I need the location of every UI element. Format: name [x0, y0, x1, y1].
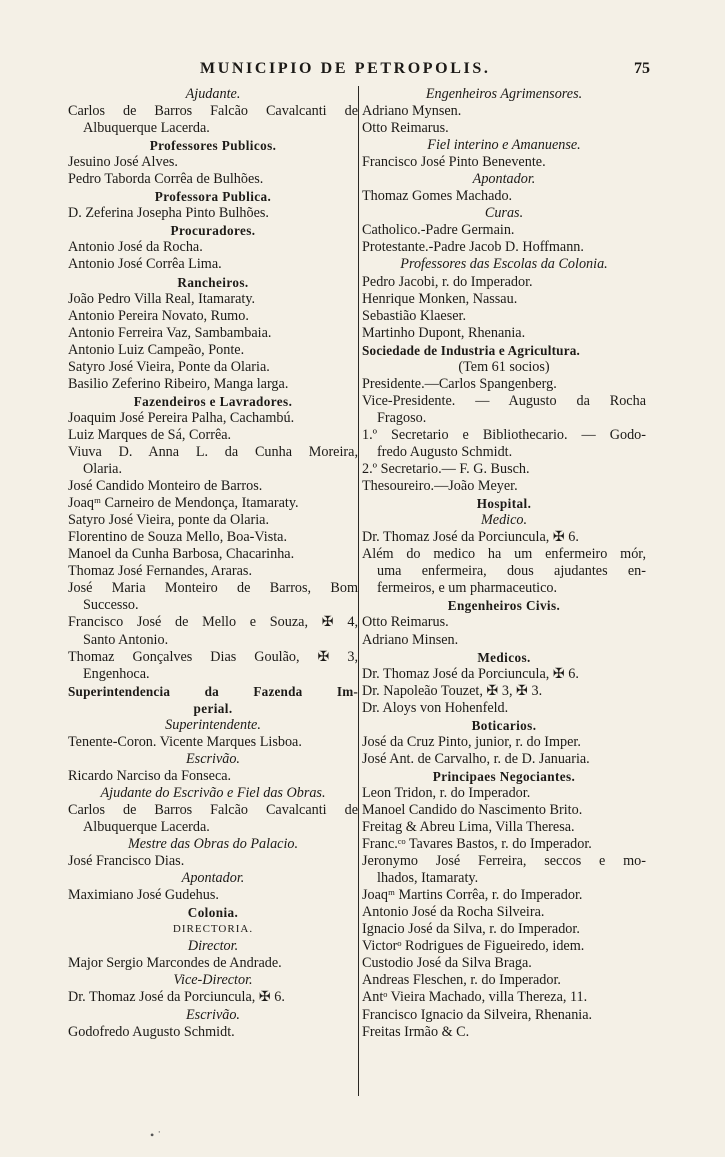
entry-line: Dr. Thomaz José da Porciuncula, ✠ 6.: [362, 529, 579, 546]
entry-line: Manoel Candido do Nascimento Brito.: [362, 801, 583, 818]
subsection-heading: Ajudante.: [185, 86, 241, 102]
section-heading: Rancheiros.: [177, 274, 249, 290]
entry-line: Vice-Presidente. — Augusto da Rocha: [362, 392, 646, 409]
entry-line: Basilio Zeferino Ribeiro, Manga larga.: [68, 375, 289, 392]
entry-line: José da Cruz Pinto, junior, r. do Imper.: [362, 733, 581, 750]
entry-line: Antonio José Corrêa Lima.: [68, 256, 222, 273]
subsection-heading: Fiel interino e Amanuense.: [427, 137, 581, 154]
subsection-heading: Apontador.: [472, 171, 536, 188]
entry-line: Satyro José Vieira, Ponte da Olaria.: [68, 358, 270, 375]
section-heading: Engenheiros Civis.: [447, 598, 561, 614]
subsection-heading: Escrivão.: [186, 750, 240, 767]
subsection-heading: uma enfermeira, dous ajudantes en-: [377, 563, 646, 580]
entry-line: Carlos de Barros Falcão Cavalcanti de: [68, 801, 358, 818]
section-heading: Superintendencia da Fazenda Im-: [68, 683, 358, 699]
entry-line: Joaquim José Pereira Palha, Cachambú.: [68, 409, 295, 426]
entry-line: Maximiano José Gudehus.: [68, 887, 219, 904]
subsection-heading: Professores das Escolas da Colonia.: [400, 256, 608, 273]
entry-line: Além do medico ha um enfermeiro mór,: [362, 546, 646, 563]
entry-line: Satyro José Vieira, ponte da Olaria.: [68, 512, 270, 529]
entry-line: Adriano Minsen.: [362, 631, 459, 648]
subsection-heading: Engenhoca.: [83, 665, 150, 682]
entry-line: Catholico.-Padre Germain.: [362, 222, 515, 239]
entry-line: Luiz Marques de Sá, Corrêa.: [68, 426, 232, 443]
entry-line: Victorᵒ Rodrigues de Figueiredo, idem.: [362, 938, 585, 955]
entry-line: Thesoureiro.—João Meyer.: [362, 478, 518, 495]
entry-line: Dr. Aloys von Hohenfeld.: [362, 699, 509, 716]
entry-line: Joaqᵐ Carneiro de Mendonça, Itamaraty.: [68, 495, 299, 512]
section-heading: perial.: [193, 700, 233, 716]
entry-line: Leon Tridon, r. do Imperador.: [362, 784, 531, 801]
entry-line: Otto Reimarus.: [362, 120, 449, 137]
subsection-heading: Olaria.: [83, 461, 122, 478]
entry-line: José Maria Monteiro de Barros, Bom: [68, 580, 358, 597]
entry-line: 2.º Secretario.— F. G. Busch.: [362, 461, 530, 478]
entry-line: Antonio Ferreira Vaz, Sambambaia.: [68, 324, 272, 341]
section-heading: Principaes Negociantes.: [432, 768, 576, 784]
right-column: [362, 86, 646, 1041]
entry-line: Freitag & Abreu Lima, Villa Theresa.: [362, 819, 575, 836]
entry-line: Freitas Irmão & C.: [362, 1023, 470, 1040]
small-caps-heading: DIRECTORIA.: [172, 923, 254, 936]
entry-line: Pedro Jacobi, r. do Imperador.: [362, 273, 533, 290]
entry-line: Antonio José da Rocha Silveira.: [362, 904, 545, 921]
subsection-heading: Santo Antonio.: [83, 631, 169, 648]
section-heading: Boticarios.: [471, 717, 537, 733]
running-head: [0, 60, 725, 82]
entry-line: Martinho Dupont, Rhenania.: [362, 324, 526, 341]
entry-line: João Pedro Villa Real, Itamaraty.: [68, 290, 256, 307]
entry-line: Jesuino José Alves.: [68, 154, 178, 171]
entry-line: Dr. Thomaz José da Porciuncula, ✠ 6.: [68, 989, 285, 1006]
entry-line: Antonio Pereira Novato, Rumo.: [68, 307, 249, 324]
entry-line: Thomaz Gomes Machado.: [362, 188, 513, 205]
entry-line: Pedro Taborda Corrêa de Bulhões.: [68, 171, 264, 188]
subsection-heading: Successo.: [83, 597, 139, 614]
subsection-heading: Curas.: [484, 205, 524, 222]
entry-line: Viuva D. Anna L. da Cunha Moreira,: [68, 443, 358, 460]
entry-line: Dr. Napoleão Touzet, ✠ 3, ✠ 3.: [362, 682, 543, 699]
entry-line: Thomaz José Fernandes, Araras.: [68, 563, 252, 580]
entry-line: José Francisco Dias.: [68, 853, 185, 870]
entry-line: Carlos de Barros Falcão Cavalcanti de: [68, 103, 358, 120]
section-heading: Professora Publica.: [154, 189, 272, 205]
section-heading: Hospital.: [476, 496, 532, 512]
subsection-heading: Albuquerque Lacerda.: [83, 120, 210, 137]
entry-line: Henrique Monken, Nassau.: [362, 290, 518, 307]
subsection-heading: Ajudante do Escrivão e Fiel das Obras.: [100, 784, 326, 801]
subsection-heading: Fragoso.: [377, 409, 427, 426]
entry-line: Tenente-Coron. Vicente Marques Lisboa.: [68, 733, 302, 750]
entry-line: Godofredo Augusto Schmidt.: [68, 1023, 235, 1040]
subsection-heading: Superintendente.: [165, 716, 261, 733]
entry-line: 1.º Secretario e Bibliothecario. — Godo-: [362, 426, 646, 443]
entry-line: Manoel da Cunha Barbosa, Chacarinha.: [68, 546, 295, 563]
entry-line: José Candido Monteiro de Barros.: [68, 478, 263, 495]
entry-line: Antonio José da Rocha.: [68, 239, 203, 256]
subsection-heading: Apontador.: [181, 870, 245, 887]
entry-line: Otto Reimarus.: [362, 614, 449, 631]
entry-line: Protestante.-Padre Jacob D. Hoffmann.: [362, 239, 584, 256]
subsection-heading: lhados, Itamaraty.: [377, 870, 479, 887]
subsection-heading: Medico.: [480, 512, 528, 529]
subsection-heading: Director.: [187, 938, 239, 955]
section-heading: Sociedade de Industria e Agricultura.: [362, 342, 581, 358]
subsection-heading: fermeiros, e um pharmaceutico.: [377, 580, 558, 597]
entry-line: Adriano Mynsen.: [362, 103, 462, 120]
left-column: [68, 86, 358, 1041]
section-heading: Procuradores.: [170, 223, 256, 239]
entry-line: Andreas Fleschen, r. do Imperador.: [362, 972, 561, 989]
entry-line: Custodio José da Silva Braga.: [362, 955, 532, 972]
subsection-heading: Escrivão.: [186, 1006, 240, 1023]
entry-line: Ignacio José da Silva, r. do Imperador.: [362, 921, 580, 938]
entry-line: Joaqᵐ Martins Corrêa, r. do Imperador.: [362, 887, 583, 904]
entry-line: Sebastião Klaeser.: [362, 307, 467, 324]
section-heading: Medicos.: [477, 649, 531, 665]
entry-line: Francisco José de Mello e Souza, ✠ 4,: [68, 614, 358, 631]
subsection-heading: Mestre das Obras do Palacio.: [127, 836, 299, 853]
section-heading: Fazendeiros e Lavradores.: [133, 393, 293, 409]
page-title: MUNICIPIO DE PETROPOLIS.: [200, 60, 491, 77]
entry-line: Franc.ᶜᵒ Tavares Bastos, r. do Imperador.: [362, 836, 592, 853]
entry-line: (Tem 61 socios): [458, 358, 550, 375]
entry-line: Antᵒ Vieira Machado, villa Thereza, 11.: [362, 989, 588, 1006]
entry-line: D. Zeferina Josepha Pinto Bulhões.: [68, 205, 269, 222]
section-heading: Professores Publicos.: [149, 138, 277, 154]
entry-line: Florentino de Souza Mello, Boa-Vista.: [68, 529, 288, 546]
subsection-heading: Engenheiros Agrimensores.: [425, 86, 583, 102]
entry-line: José Ant. de Carvalho, r. de D. Januaria.: [362, 750, 590, 767]
entry-line: Jeronymo José Ferreira, seccos e mo-: [362, 853, 646, 870]
page-number: 75: [634, 60, 650, 77]
subsection-heading: fredo Augusto Schmidt.: [377, 443, 513, 460]
entry-line: Francisco Ignacio da Silveira, Rhenania.: [362, 1006, 593, 1023]
subsection-heading: Vice-Director.: [173, 972, 253, 989]
entry-line: Major Sergio Marcondes de Andrade.: [68, 955, 282, 972]
entry-line: Presidente.—Carlos Spangenberg.: [362, 375, 557, 392]
subsection-heading: Albuquerque Lacerda.: [83, 819, 210, 836]
stray-marks: • ˙: [150, 1128, 162, 1142]
entry-line: Dr. Thomaz José da Porciuncula, ✠ 6.: [362, 665, 579, 682]
section-heading: Colonia.: [187, 905, 239, 921]
entry-line: Antonio Luiz Campeão, Ponte.: [68, 341, 245, 358]
column-divider: [358, 86, 359, 1096]
entry-line: Thomaz Gonçalves Dias Goulão, ✠ 3,: [68, 648, 358, 665]
entry-line: Ricardo Narciso da Fonseca.: [68, 767, 232, 784]
entry-line: Francisco José Pinto Benevente.: [362, 154, 546, 171]
